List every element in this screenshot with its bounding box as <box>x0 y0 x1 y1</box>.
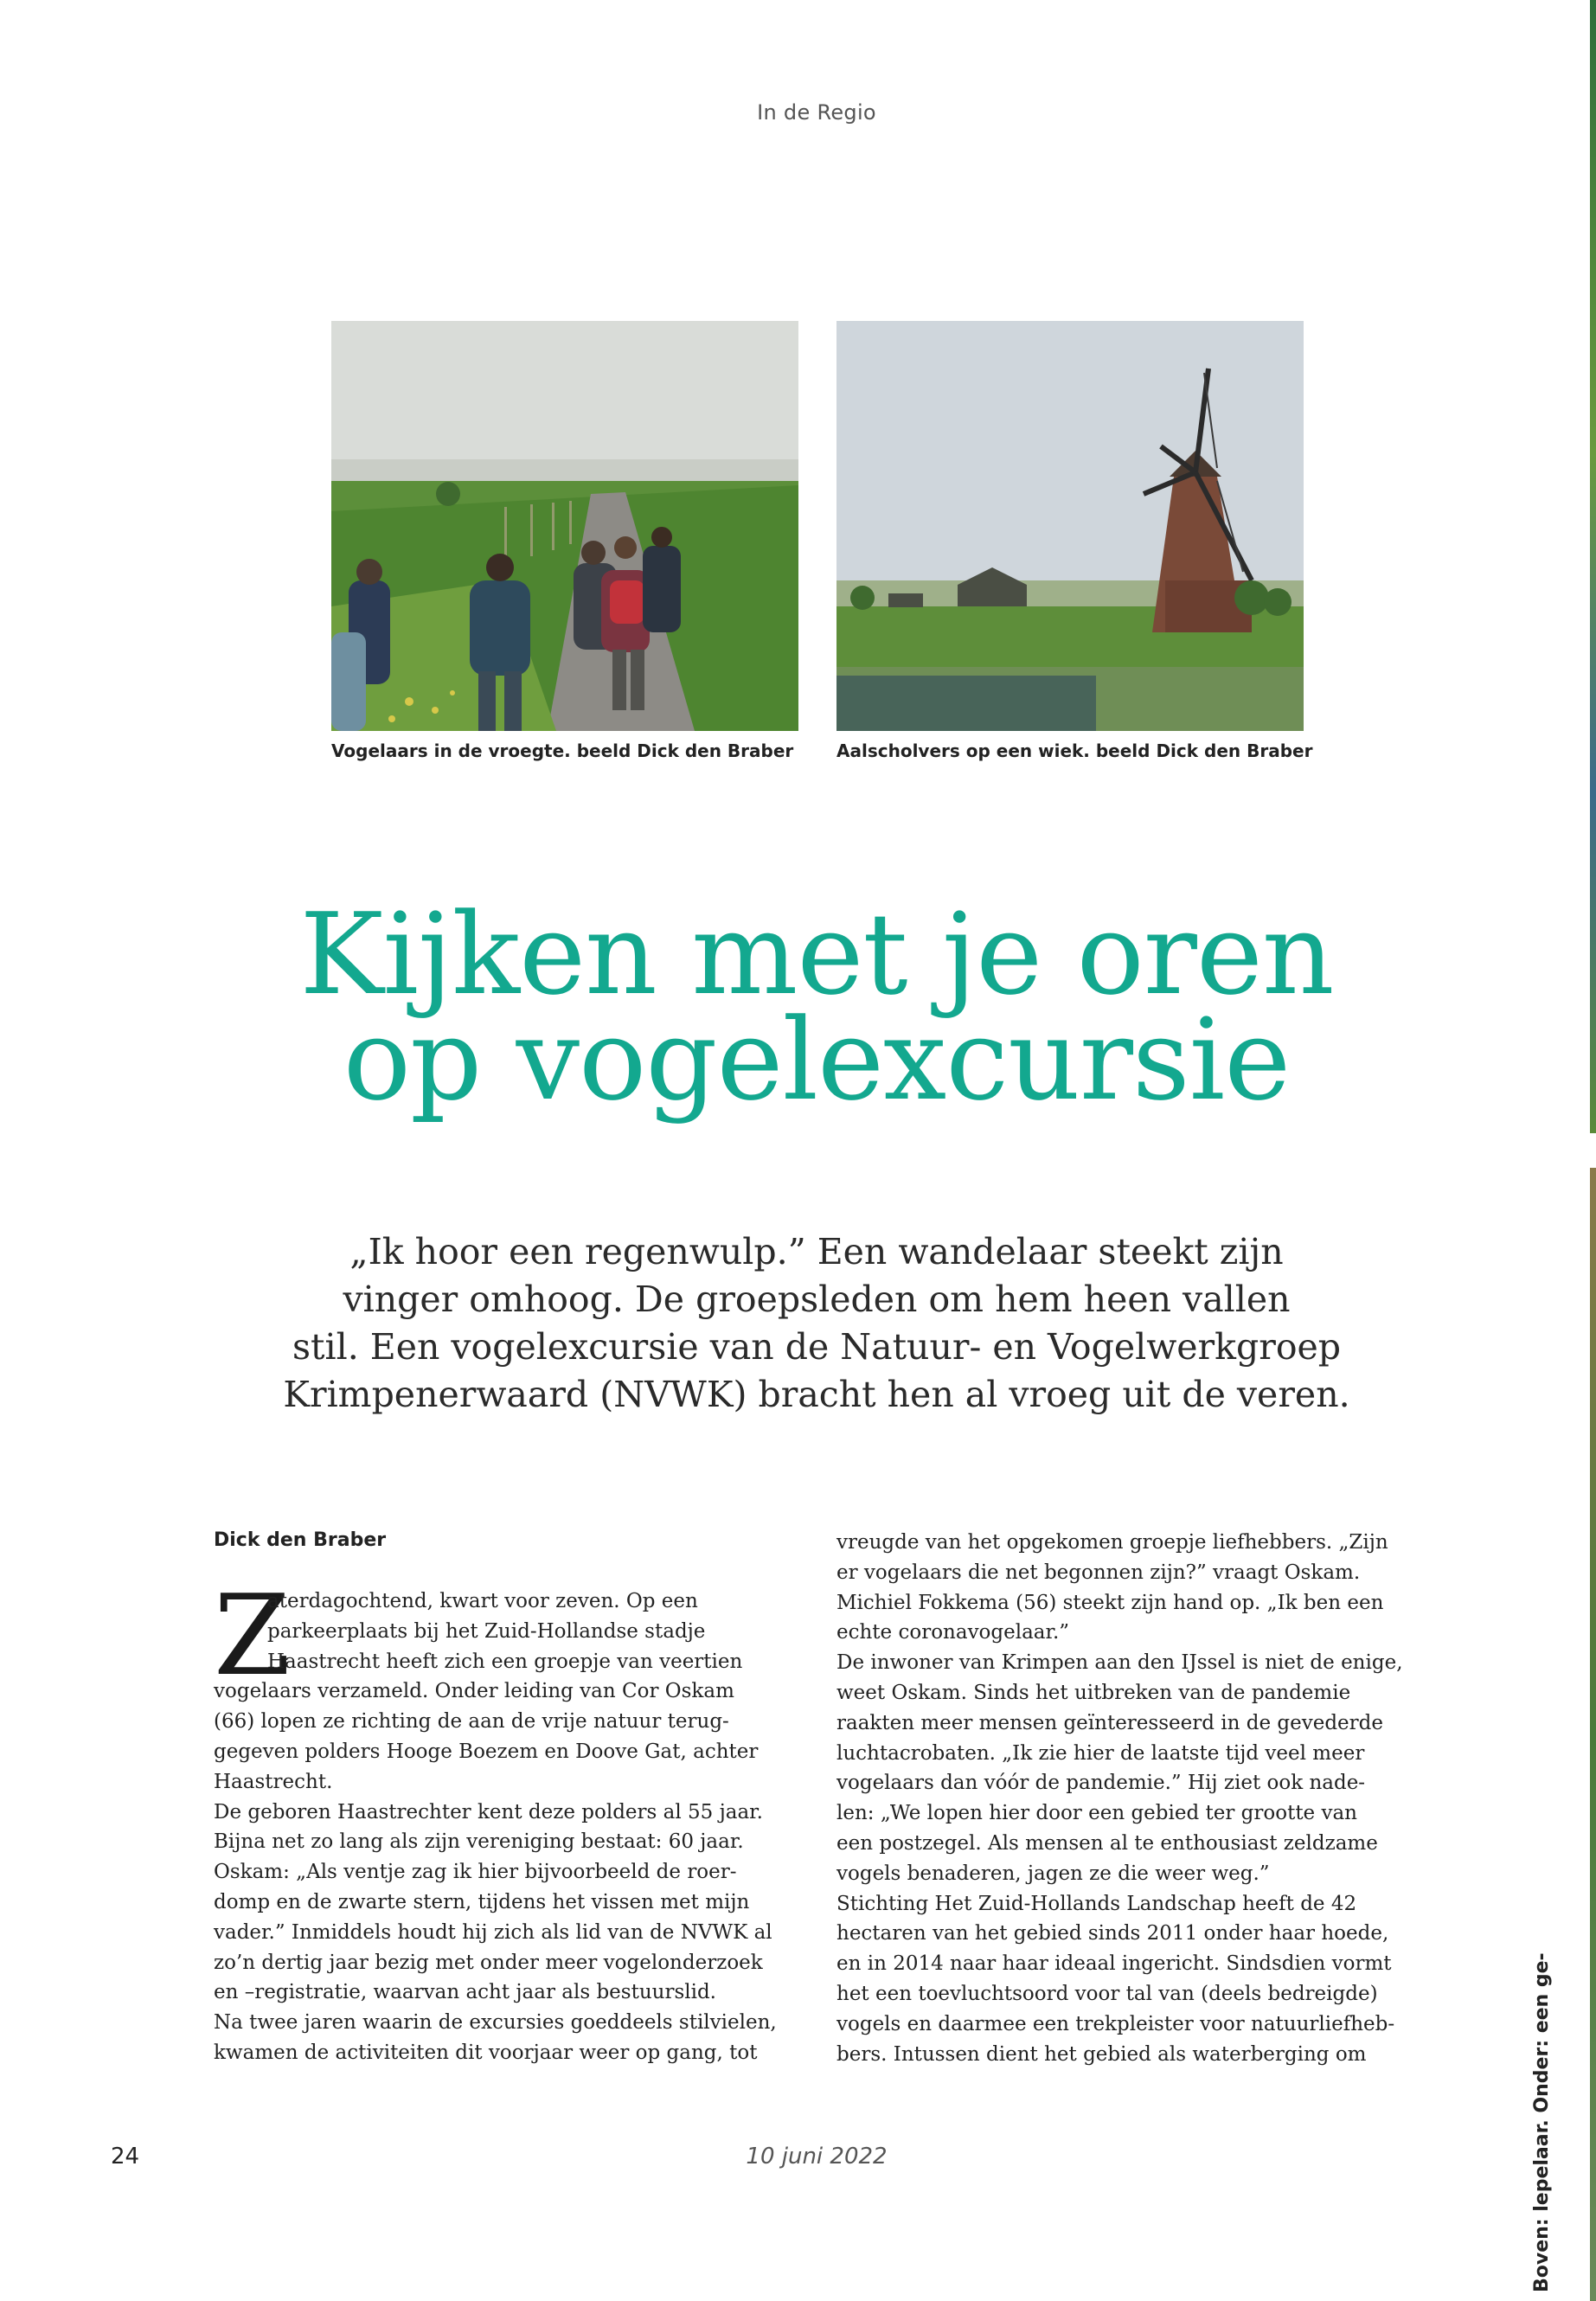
side-caption-vertical: Boven: lepelaar. Onder: een ge- <box>1531 1952 1553 2292</box>
body-line: Stichting Het Zuid-Hollands Landschap heeft de 42 <box>836 1892 1357 1915</box>
body-line: Haastrecht. <box>214 1770 333 1793</box>
body-line: het een toevluchtsoord voor tal van (deels bedreigde) <box>836 1982 1378 2005</box>
body-line: De geboren Haastrechter kent deze polders al 55 jaar. <box>214 1800 763 1823</box>
body-line: len: „We lopen hier door een gebied ter grootte van <box>836 1802 1357 1825</box>
body-line: vogelaars verzameld. Onder leiding van Cor Oskam <box>214 1680 734 1703</box>
body-line: en in 2014 naar haar ideaal ingericht. Sindsdien vormt <box>836 1952 1392 1976</box>
body-line: en –registratie, waarvan acht jaar als bestuurslid. <box>214 1981 716 2004</box>
photo-windmill <box>836 321 1304 731</box>
body-line: er vogelaars die net begonnen zijn?” vraagt Oskam. <box>836 1561 1361 1584</box>
body-line: raakten meer mensen geïnteresseerd in de gevederde <box>836 1711 1383 1734</box>
body-column-right <box>836 1528 1425 2069</box>
headline-line-1: Kijken met je oren <box>299 888 1334 1020</box>
page-number: 24 <box>111 2144 140 2170</box>
photo-birdwatchers <box>331 321 798 731</box>
byline: Dick den Braber <box>214 1529 387 1551</box>
body-line: vader.” Inmiddels houdt hij zich als lid van de NVWK al <box>214 1920 772 1944</box>
body-line: vreugde van het opgekomen groepje liefhebbers. „Zijn <box>836 1531 1388 1554</box>
lead-line: vinger omhoog. De groepsleden om hem heen vallen <box>343 1279 1291 1320</box>
adjacent-page-edge-lower <box>1590 1168 1596 2301</box>
body-line: parkeerplaats bij het Zuid-Hollandse stadje <box>267 1619 706 1643</box>
drop-cap: Z <box>214 1572 291 1701</box>
body-line: een postzegel. Als mensen al te enthousiast zeldzame <box>836 1831 1378 1855</box>
body-line: gegeven polders Hooge Boezem en Doove Gat, achter <box>214 1740 759 1763</box>
photo-caption-left: Vogelaars in de vroegte. beeld Dick den Braber <box>331 740 794 761</box>
body-line: Michiel Fokkema (56) steekt zijn hand op. „Ik ben een <box>836 1591 1384 1614</box>
issue-date: 10 juni 2022 <box>746 2144 888 2170</box>
body-line: Oskam: „Als ventje zag ik hier bijvoorbeeld de roer- <box>214 1861 737 1884</box>
headline-line-2: op vogelexcursie <box>343 994 1291 1125</box>
lead-paragraph <box>260 1228 1374 1419</box>
body-line: vogels benaderen, jagen ze die weer weg.” <box>836 1862 1270 1885</box>
body-line: luchtacrobaten. „Ik zie hier de laatste tijd veel meer <box>836 1741 1365 1765</box>
body-line: weet Oskam. Sinds het uitbreken van de pandemie <box>836 1681 1351 1704</box>
body-line: hectaren van het gebied sinds 2011 onder haar hoede, <box>836 1922 1389 1945</box>
headline <box>0 888 1596 1125</box>
body-line: aterdagochtend, kwart voor zeven. Op een <box>267 1590 698 1612</box>
body-line: echte coronavogelaar.” <box>836 1621 1070 1644</box>
body-column-left <box>214 1572 802 2068</box>
lead-line: Krimpenerwaard (NVWK) bracht hen al vroeg uit de veren. <box>283 1374 1350 1415</box>
lead-line: stil. Een vogelexcursie van de Natuur- en Vogelwerkgroep <box>292 1326 1342 1368</box>
photo-caption-right: Aalscholvers op een wiek. beeld Dick den Braber <box>836 740 1313 761</box>
body-line: vogels en daarmee een trekpleister voor natuurliefheb- <box>836 2012 1395 2035</box>
body-line: zo’n dertig jaar bezig met onder meer vogelonderzoek <box>214 1951 763 1974</box>
body-line: Bijna net zo lang als zijn vereniging bestaat: 60 jaar. <box>214 1830 744 1854</box>
adjacent-page-edge <box>1590 0 1596 1133</box>
section-label: In de Regio <box>757 100 876 125</box>
body-line: De inwoner van Krimpen aan den IJssel is niet de enige, <box>836 1651 1403 1675</box>
body-line: domp en de zwarte stern, tijdens het vissen met mijn <box>214 1890 750 1913</box>
body-line: bers. Intussen dient het gebied als waterberging om <box>836 2042 1367 2066</box>
body-line: vogelaars dan vóór de pandemie.” Hij ziet ook nade- <box>836 1772 1366 1795</box>
body-line: (66) lopen ze richting de aan de vrije natuur terug- <box>214 1710 729 1734</box>
body-line: Na twee jaren waarin de excursies goeddeels stilvielen, <box>214 2011 777 2035</box>
lead-line: „Ik hoor een regenwulp.” Een wandelaar steekt zijn <box>349 1231 1284 1272</box>
body-line: Haastrecht heeft zich een groepje van veertien <box>267 1650 743 1673</box>
body-line: kwamen de activiteiten dit voorjaar weer op gang, tot <box>214 2041 758 2064</box>
